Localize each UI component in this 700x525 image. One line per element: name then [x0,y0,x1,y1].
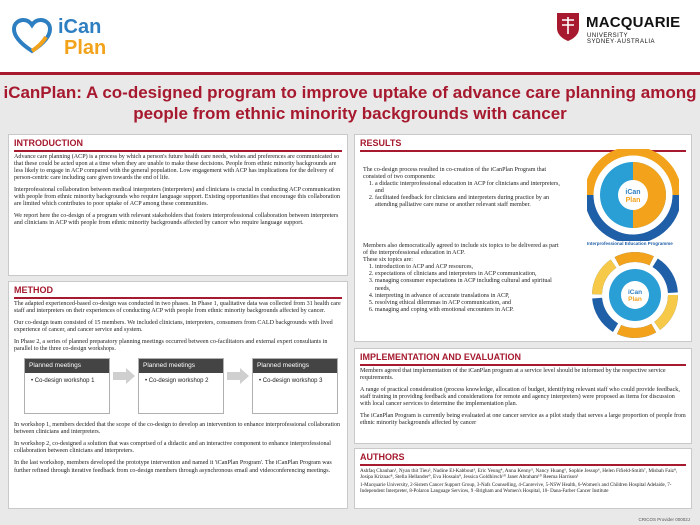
list-item: 5. resolving ethical dilemmas in ACP communication, and [375,300,563,307]
implementation-heading: IMPLEMENTATION AND EVALUATION [360,352,521,362]
method-paragraph: In Phase 2, a series of planned preparatory planning meetings occurred between co-facilitators and external expert consultants in parallel to the three co-design workshops. [14,338,328,352]
method-paragraph: Our co-design team consisted of 15 members. We included clinicians, interpreters, consumers from CALD backgrounds with lived experience of cancer, and cancer service and system. [14,319,333,333]
results-intro: The co-design process resulted in co-creation of the iCanPlan Program that consisted of two components: [363,167,547,181]
list-item: 1. a didactic interprofessional education in ACP for clinicians and interpreters, and [375,181,563,195]
wheel-center-label: Plan [628,296,642,303]
meeting-box-header: Planned meetings [253,359,337,373]
results-components [363,167,563,210]
intro-paragraph: We report here the co-design of a program with relevant stakeholders that fosters interprofessional collaboration between interpreters and clinicians in ACP with people from ethnic minority backgrounds affected by cancer who require language support. [14,213,339,227]
meeting-box-1 [24,358,110,414]
authors-section [354,448,692,509]
results-topics [363,243,563,314]
university-subtitle: UNIVERSITY SYDNEY·AUSTRALIA [587,33,656,45]
heart-logo-icon [12,18,52,54]
wheel-center-label: Plan [625,197,641,204]
arrow-right-icon [227,368,249,384]
method-paragraph: The adapted experienced-based co-design was conducted in two phases. In Phase 1, qualitative data was collected from 31 health care staff and interpreters on their experiences of conducting ACP with people from ethnic minority backgrounds affected by cancer. [14,300,341,314]
authors-heading: AUTHORS [360,452,405,462]
meeting-box-header: Planned meetings [25,359,109,373]
meeting-box-item: • Co-design workshop 1 [31,378,95,385]
university-shield-icon [556,12,580,42]
list-item: 4. interpreting in advance of accurate translations in ACP, [375,293,563,300]
introduction-section [8,134,348,276]
section-divider [14,150,342,152]
introduction-heading: INTRODUCTION [14,138,83,148]
results-intro: Members also democratically agreed to include six topics to be delivered as part of the interprofessional education in ACP. [363,243,559,257]
education-topics-wheel [591,251,679,339]
wheel-title: Interprofessional Education Programme [587,241,673,246]
implementation-section [354,348,692,444]
author-affiliations: 1-Macquarie University, 2-Sistem Cancer Support Group, 3-Nafs Counselling, 4-Canrevive, 5-NSW Health, 6-Women's and Children Hospital Adelaide, 7-Independent Interpreter, 8-Polaron Language Services, 9 -Brigham and Women's Hospital, 10- Dana-Farber Cancer Institute [360,482,672,494]
method-paragraph: In workshop 1, members decided that the scope of the co-design to develop an intervention to enhance interprofessional collaboration between clinicians and interpreters. [14,422,341,436]
logo-word-ican: iCan [58,16,102,38]
list-item: 6. managing and coping with emotional encounters in ACP. [375,307,563,314]
intro-paragraph: Advance care planning (ACP) is a process by which a person's future health care needs, wishes and preferences are communicated so that these could be acted upon at a time when they are unable to make these decisions. People from ethnic minority backgrounds are less likely to engage in ACP compared with the general population. Low engagement with ACP has implications for the delivery of person-centric care including care given towards the end of life. [14,153,340,181]
meeting-box-3 [252,358,338,414]
wheel-center-label: iCan [625,189,641,196]
results-section [354,134,692,342]
program-components-wheel [587,149,679,241]
section-divider [360,464,686,466]
method-heading: METHOD [14,285,53,295]
method-paragraph: In the last workshop, members developed the prototype intervention and named it 'iCanPlan Program'. The iCanPlan Program was further refined through iterative feedback from co-design members through asynchronous email and videoconferencing meetings. [14,460,332,474]
list-item: 2. facilitated feedback for clinicians and interpreters during practice by an attending palliative care nurse or another relevant staff member. [375,195,563,209]
implementation-paragraph: The iCanPlan Program is currently being evaluated at one cancer service as a pilot study that serves a large proportion of people from ethnic minority backgrounds affected by cancer [360,412,686,427]
intro-paragraph: Interprofessional collaboration between medical interpreters (interpreters) and clinicians is crucial in conducting ACP communication with people from ethnic minority backgrounds who require language support. Existing opportunities that encourage this collaboration are limited which contributes to poor uptake of ACP among these communities. [14,186,341,208]
results-heading: RESULTS [360,138,402,148]
meeting-box-item: • Co-design workshop 3 [259,378,323,385]
poster-title: iCanPlan: A co-designed program to improve uptake of advance care planning among people from ethnic minority backgrounds with cancer [3,83,697,123]
list-item: 3. managing consumer expectations in ACP including cultural and spiritual needs, [375,278,563,292]
meetings-flow-diagram [14,358,342,416]
logo-word-plan: Plan [64,37,107,59]
university-name: MACQUARIE [586,14,681,31]
method-section [8,281,348,509]
icanplan-logo [12,10,122,62]
arrow-right-icon [113,368,135,384]
macquarie-logo [556,12,686,52]
results-intro: These six topics are: [363,257,413,264]
meeting-box-item: • Co-design workshop 2 [145,378,209,385]
implementation-paragraph: A range of practical consideration (process knowledge, allocation of budget, identifying relevant staff who could provide feedback, staff training in providing feedback and considerations for remote and agency interpreters) were proposed as items for discussion with local cancer services to determine the implementation plan. [360,386,680,407]
list-item: 2. expectations of clinicians and interpreters in ACP communication, [375,271,563,278]
list-item: 1. introduction to ACP and ACP resources, [375,264,563,271]
meeting-box-2 [138,358,224,414]
section-divider [360,364,686,366]
header-divider [0,72,700,75]
author-names: Ashfaq Chauhan¹, Nyan thit Tieu², Nadine El-Kabbout³, Eric Yeung⁴, Anna Kenny⁵, Nancy Huang⁶, Sophie Jessop⁶, Helen Fifield-Smith⁷, Misbah Faiz⁸, Josipa Kriznac⁸, Stella Hellander⁹, Eva Hossain⁹, Jessica Goldhirsch¹⁰ Janet Abraham¹⁰ Reema Harrison¹ [360,467,678,480]
cricos-footer: CRICOS Provider 00002J [638,517,690,522]
implementation-paragraph: Members agreed that implementation of the iCanPlan program at a service level should be informed by the respective service requirements. [360,367,666,381]
section-divider [14,297,342,299]
meeting-box-header: Planned meetings [139,359,223,373]
method-paragraph: In workshop 2, co-designed a solution that was comprised of a didactic and an interactive component to enhance interprofessional collaboration between clinicians and interpreters. [14,441,331,455]
wheel-center-label: iCan [627,289,643,296]
header-bar [0,0,700,72]
